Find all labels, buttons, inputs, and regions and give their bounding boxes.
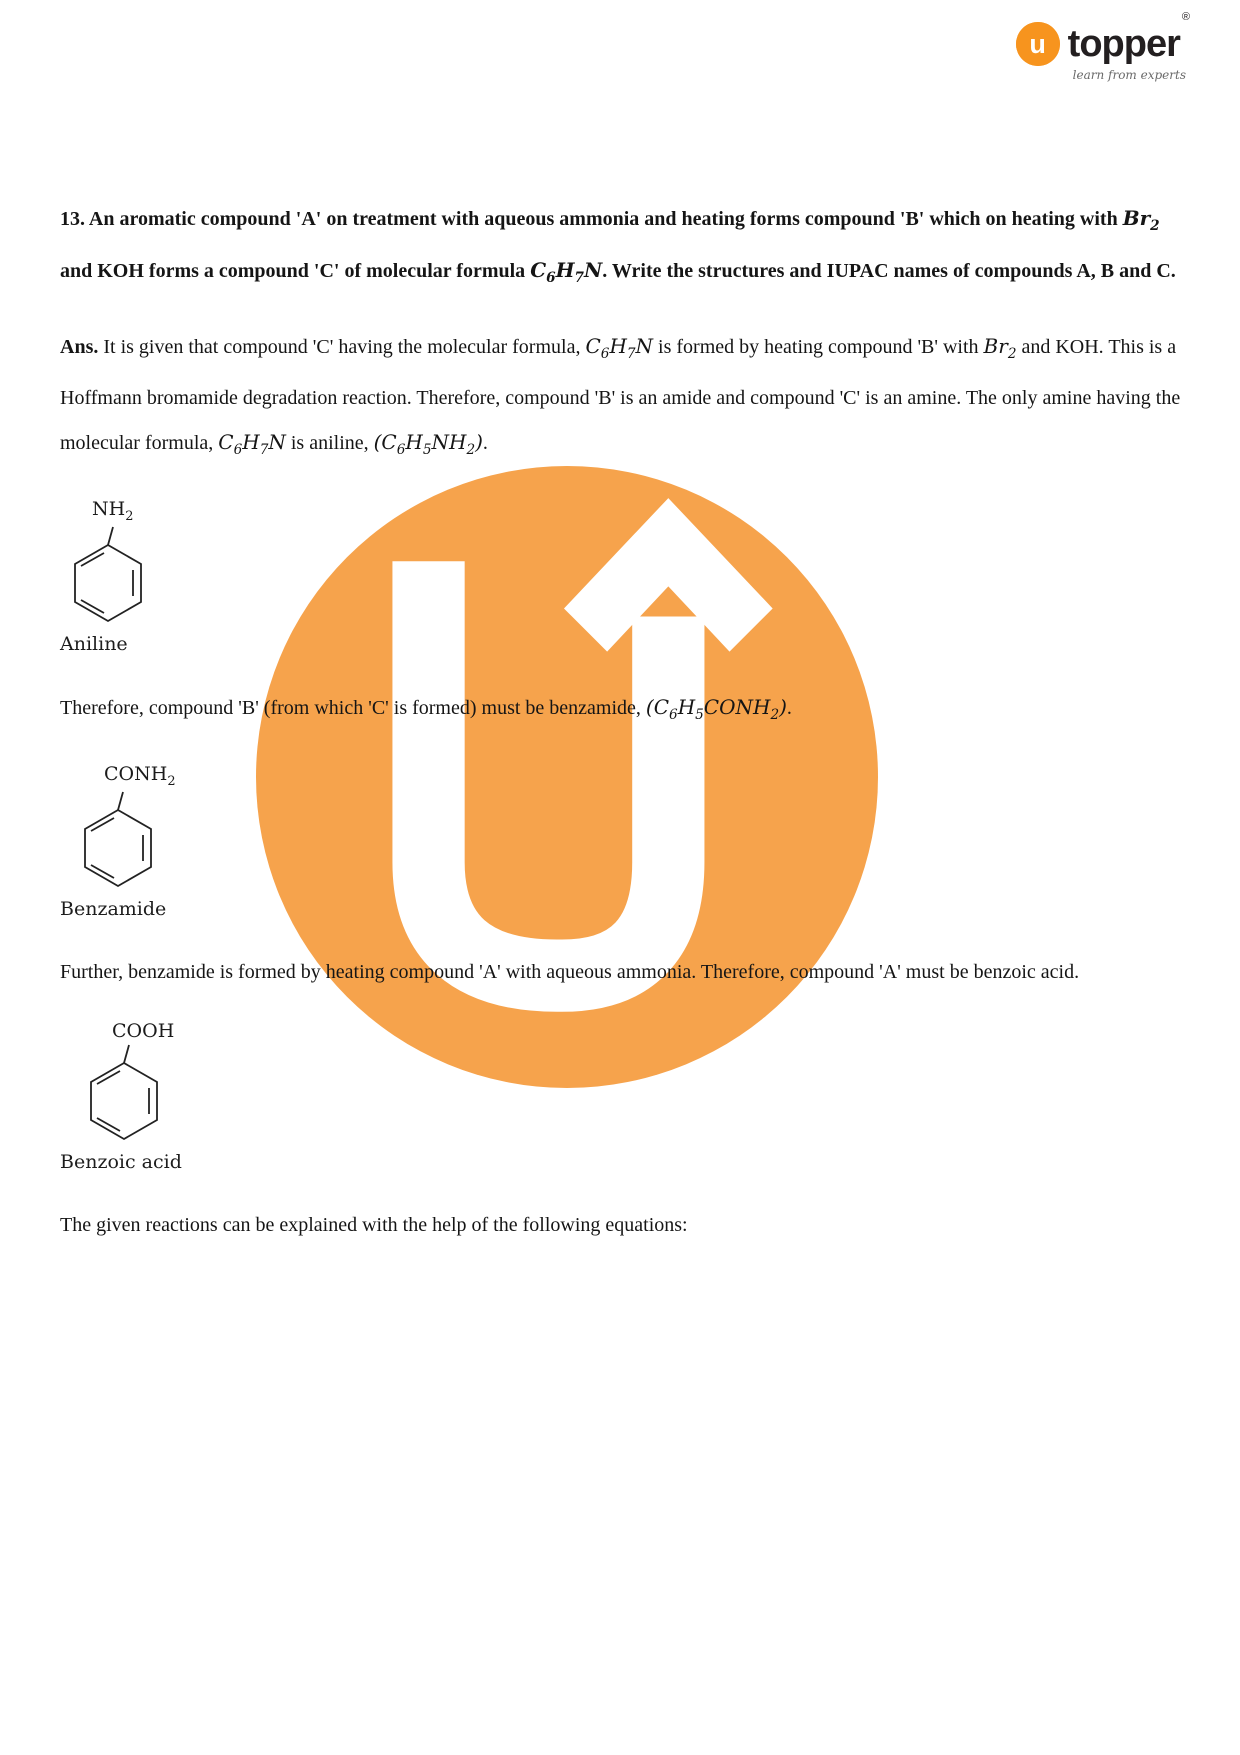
- aniline-substituent-label: $NH_2$: [92, 498, 134, 524]
- benzoic-substituent-label: COOH: [112, 1019, 175, 1042]
- further-text: Further, benzamide is formed by heating compound 'A' with aqueous ammonia. Therefore, compound 'A' must be benzoic acid.: [60, 960, 1080, 983]
- benzamide-substituent-label: $CONH_2$: [104, 762, 176, 789]
- topper-logo: [1016, 11, 1190, 82]
- benzene-ring-drawing: [60, 525, 156, 625]
- benzamide-run: Therefore, compound 'B' (from which 'C' is formed) must be benzamide,: [60, 696, 646, 719]
- question-text: [60, 196, 1182, 300]
- chem-formula-c6h7n: $C_6H_7N$: [218, 430, 286, 458]
- benzamide-text: [60, 685, 1182, 737]
- chem-formula-br2: $Br_2$: [983, 334, 1017, 362]
- question-run: 13. An aromatic compound 'A' on treatment with aqueous ammonia and heating forms compound 'B' which on heating with: [60, 208, 1123, 230]
- topper-tagline: learn from experts: [1072, 68, 1186, 82]
- closing-text: The given reactions can be explained with the help of the following equations:: [60, 1213, 688, 1236]
- structure-benzoic-acid: [60, 1019, 256, 1173]
- question-run: and KOH forms a compound 'C' of molecular formula: [60, 260, 531, 282]
- question-run: . Write the structures and IUPAC names of compounds A, B and C.: [602, 260, 1176, 282]
- topper-brand-text: topper: [1067, 23, 1180, 65]
- answer-run: and KOH. This is a Hoffmann bromamide degradation reaction. Therefore, compound 'B' is an amide and compound 'C' is an amine. The only amine having the molecular formula,: [60, 336, 1181, 454]
- chem-formula-benzamide: $(C_6H_5CONH_2)$: [645, 694, 787, 723]
- benzoic-caption: Benzoic acid: [60, 1150, 182, 1173]
- benzene-ring-drawing: [70, 790, 166, 890]
- answer-run: is aniline,: [285, 432, 374, 454]
- structure-benzamide: [60, 762, 250, 920]
- answer-text: [60, 324, 1182, 472]
- chem-formula-c6h7n: $C_6H_7N$: [585, 334, 654, 362]
- topper-logo-mark-icon: [1016, 22, 1060, 66]
- benzamide-run: .: [786, 696, 792, 719]
- chem-formula-c6h7n: $C_6H_7N$: [530, 258, 603, 286]
- chem-formula-aniline: $(C_6H_5NH_2)$: [373, 430, 483, 458]
- topper-brand-wrap: [1067, 11, 1190, 65]
- chem-formula-br2: $Br_2$: [1122, 206, 1160, 234]
- benzene-ring-drawing: [76, 1043, 172, 1143]
- answer-run: It is given that compound 'C' having the molecular formula,: [98, 336, 586, 358]
- benzamide-caption: Benzamide: [60, 897, 167, 920]
- answer-label: Ans.: [60, 336, 99, 358]
- answer-run: .: [482, 432, 488, 454]
- aniline-caption: Aniline: [60, 632, 128, 655]
- answer-run: is formed by heating compound 'B' with: [653, 336, 984, 358]
- topper-logo-row: [1016, 11, 1190, 66]
- structure-aniline: [60, 498, 240, 655]
- logo-u-letter: u: [1029, 28, 1046, 59]
- registered-mark: ®: [1181, 11, 1190, 23]
